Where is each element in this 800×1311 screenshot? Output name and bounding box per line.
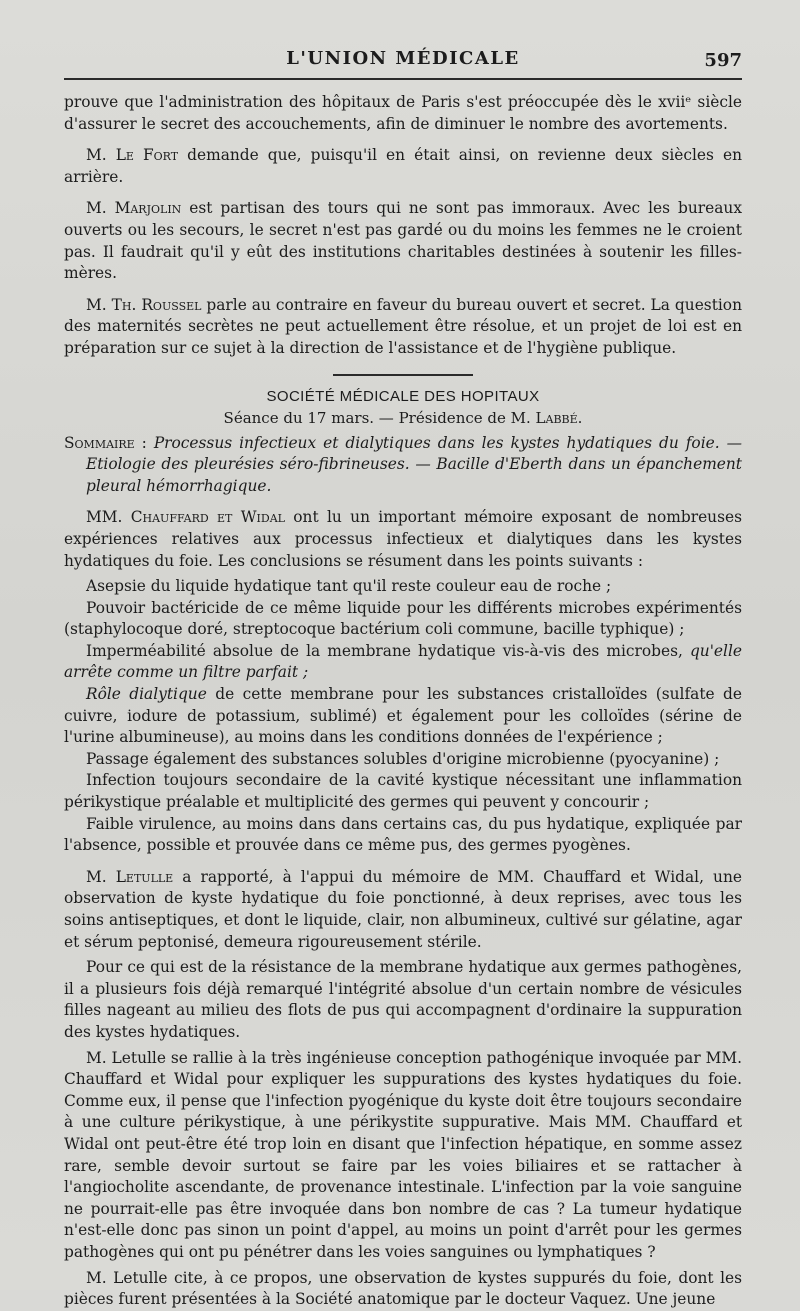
speakers-chauffard-widal: MM. Chauffard et Widal: [86, 508, 285, 527]
session-suffix: .: [577, 408, 583, 427]
summary-topics: Processus infectieux et dialytiques dans les kystes hydatiques du foie. — Etiologie des pleurésies séro-fibrineuses. — Bacille d'Eberth dans un épanchement pleural hémorrhagique.: [86, 433, 742, 495]
conclusion-3-text: Imperméabilité absolue de la membrane hydatique vis-à-vis des microbes,: [86, 641, 690, 660]
intro-p2-text: demande que, puisqu'il en était ainsi, on revienne deux siècles en arrière.: [64, 146, 742, 186]
intro-p3-text: est partisan des tours qui ne sont pas immoraux. Avec les bureaux ouverts ou les secours, le secret n'est pas gardé ou du moins les femmes ne le croient pas. Il faudrait qu'il y eût des institutions charitables destinées à soutenir les filles-mères.: [64, 199, 742, 283]
conclusion-item: [64, 684, 742, 749]
intro-paragraph-3: [64, 198, 742, 284]
letulle-p1-text: a rapporté, à l'appui du mémoire de MM. Chauffard et Widal, une observation de kyste hydatique du foie ponctionné, à deux reprises, avec tous les soins antiseptiques, et dont le liquide, clair, non albumineux, cultivé sur gélatine, agar et sérum peptonisé, demeura rigoureusement stérile.: [64, 867, 742, 951]
intro-p1-text: prouve que l'administration des hôpitaux de Paris s'est préoccupée dès le xviiᵉ siècle d'assurer le secret des accouchements, afin de diminuer le nombre des avortements.: [64, 93, 742, 133]
resistance-paragraph: Pour ce qui est de la résistance de la membrane hydatique aux germes pathogènes, il a plusieurs fois déjà remarqué l'intégrité absolue d'un certain nombre de vésicules filles nageant au milieu des flots de pus qui accompagnent d'ordinaire la suppuration des kystes hydatiques.: [64, 958, 742, 1041]
intro-paragraph-4: [64, 295, 742, 360]
session-line: [64, 409, 742, 427]
summary-label: Sommaire: [64, 433, 135, 452]
letulle-paragraph-2: M. Letulle se rallie à la très ingénieuse conception pathogénique invoquée par MM. Chauffard et Widal pour expliquer les suppurations des kystes hydatiques du foie. Comme eux, il pense que l'infection pyogénique du kyste doit être toujours secondaire à une culture périkystique, à une périkystite suppurative. Mais MM. Chauffard et Widal ont peut-être été trop loin en disant que l'infection hépatique, en somme assez rare, semble devoir surtout se faire par les voies biliaires et se rattacher à l'angiocholite ascendante, de provenance intestinale. L'infection par la voie sanguine ne pourrait-elle pas être invoquée dans bon nombre de cas ? La tumeur hydatique n'est-elle donc pas sinon un point d'appel, au moins un point d'arrêt pour les germes pathogènes qui ont pu pénétrer dans les voies sanguines ou lymphatiques ?: [64, 1048, 742, 1261]
conclusion-4-text: de cette membrane pour les substances cristalloïdes (sulfate de cuivre, iodure de potassium, sublimé) et également pour les colloïdes (sérine de l'urine albumineuse), au moins dans les conditions données de l'expérience ;: [64, 685, 742, 747]
conclusion-4-italic: Rôle dialytique: [86, 685, 207, 704]
conclusion-item: Infection toujours secondaire de la cavité kystique nécessitant une inflammation périkystique préalable et multiplicité des germes qui peuvent y concourir ;: [64, 771, 742, 812]
section-divider: [333, 374, 473, 376]
intro-paragraph-2: [64, 145, 742, 188]
speaker-letulle: M. Letulle: [86, 867, 174, 886]
conclusion-item: Faible virulence, au moins dans dans certains cas, du pus hydatique, expliquée par l'absence, possible et prouvée dans ce même pus, des germes pyogènes.: [64, 814, 742, 855]
speaker-roussel: M. Th. Roussel: [86, 295, 202, 314]
report-opening-text: ont lu un important mémoire exposant de nombreuses expériences relatives aux processus infectieux et dialytiques dans les kystes hydatiques du foie. Les conclusions se résument dans les points suivants :: [64, 508, 742, 570]
session-president: M. Labbé: [510, 408, 578, 427]
society-heading: SOCIÉTÉ MÉDICALE DES HOPITAUX: [266, 387, 540, 405]
conclusion-item: Asepsie du liquide hydatique tant qu'il reste couleur eau de roche ;: [86, 577, 612, 596]
speaker-marjolin: M. Marjolin: [86, 199, 182, 218]
intro-paragraph-1: [64, 92, 742, 135]
page-number: 597: [704, 50, 742, 71]
conclusion-3-italic: qu'elle arrête comme un filtre parfait ;: [64, 641, 742, 682]
session-prefix: Séance du 17 mars. — Présidence de: [223, 408, 511, 427]
header-rule: [64, 78, 742, 80]
letulle-paragraph-3: M. Letulle cite, à ce propos, une observation de kystes suppurés du foie, dont les pièces furent présentées à la Société anatomique par le docteur Vaquez. Une jeune: [64, 1268, 742, 1309]
conclusion-item: Passage également des substances solubles d'origine microbienne (pyocyanine) ;: [86, 749, 720, 768]
intro-p4-text: parle au contraire en faveur du bureau ouvert et secret. La question des maternités secrètes ne peut actuellement être résolue, et un projet de loi est en préparation sur ce sujet à la direction de l'assistance et de l'hygiène publique.: [64, 295, 742, 357]
conclusion-item: [64, 641, 742, 684]
speaker-le-fort: M. Le Fort: [86, 146, 179, 165]
page-header: [64, 42, 742, 72]
letulle-paragraph-1: [64, 867, 742, 953]
conclusion-item: Pouvoir bactéricide de ce même liquide pour les différents microbes expérimentés (staphylocoque doré, streptocoque bactérium coli commune, bacille typhique) ;: [64, 598, 742, 639]
summary: [64, 433, 742, 498]
running-title: L'UNION MÉDICALE: [286, 48, 520, 69]
report-opening: [64, 507, 742, 572]
summary-separator: :: [134, 433, 154, 452]
